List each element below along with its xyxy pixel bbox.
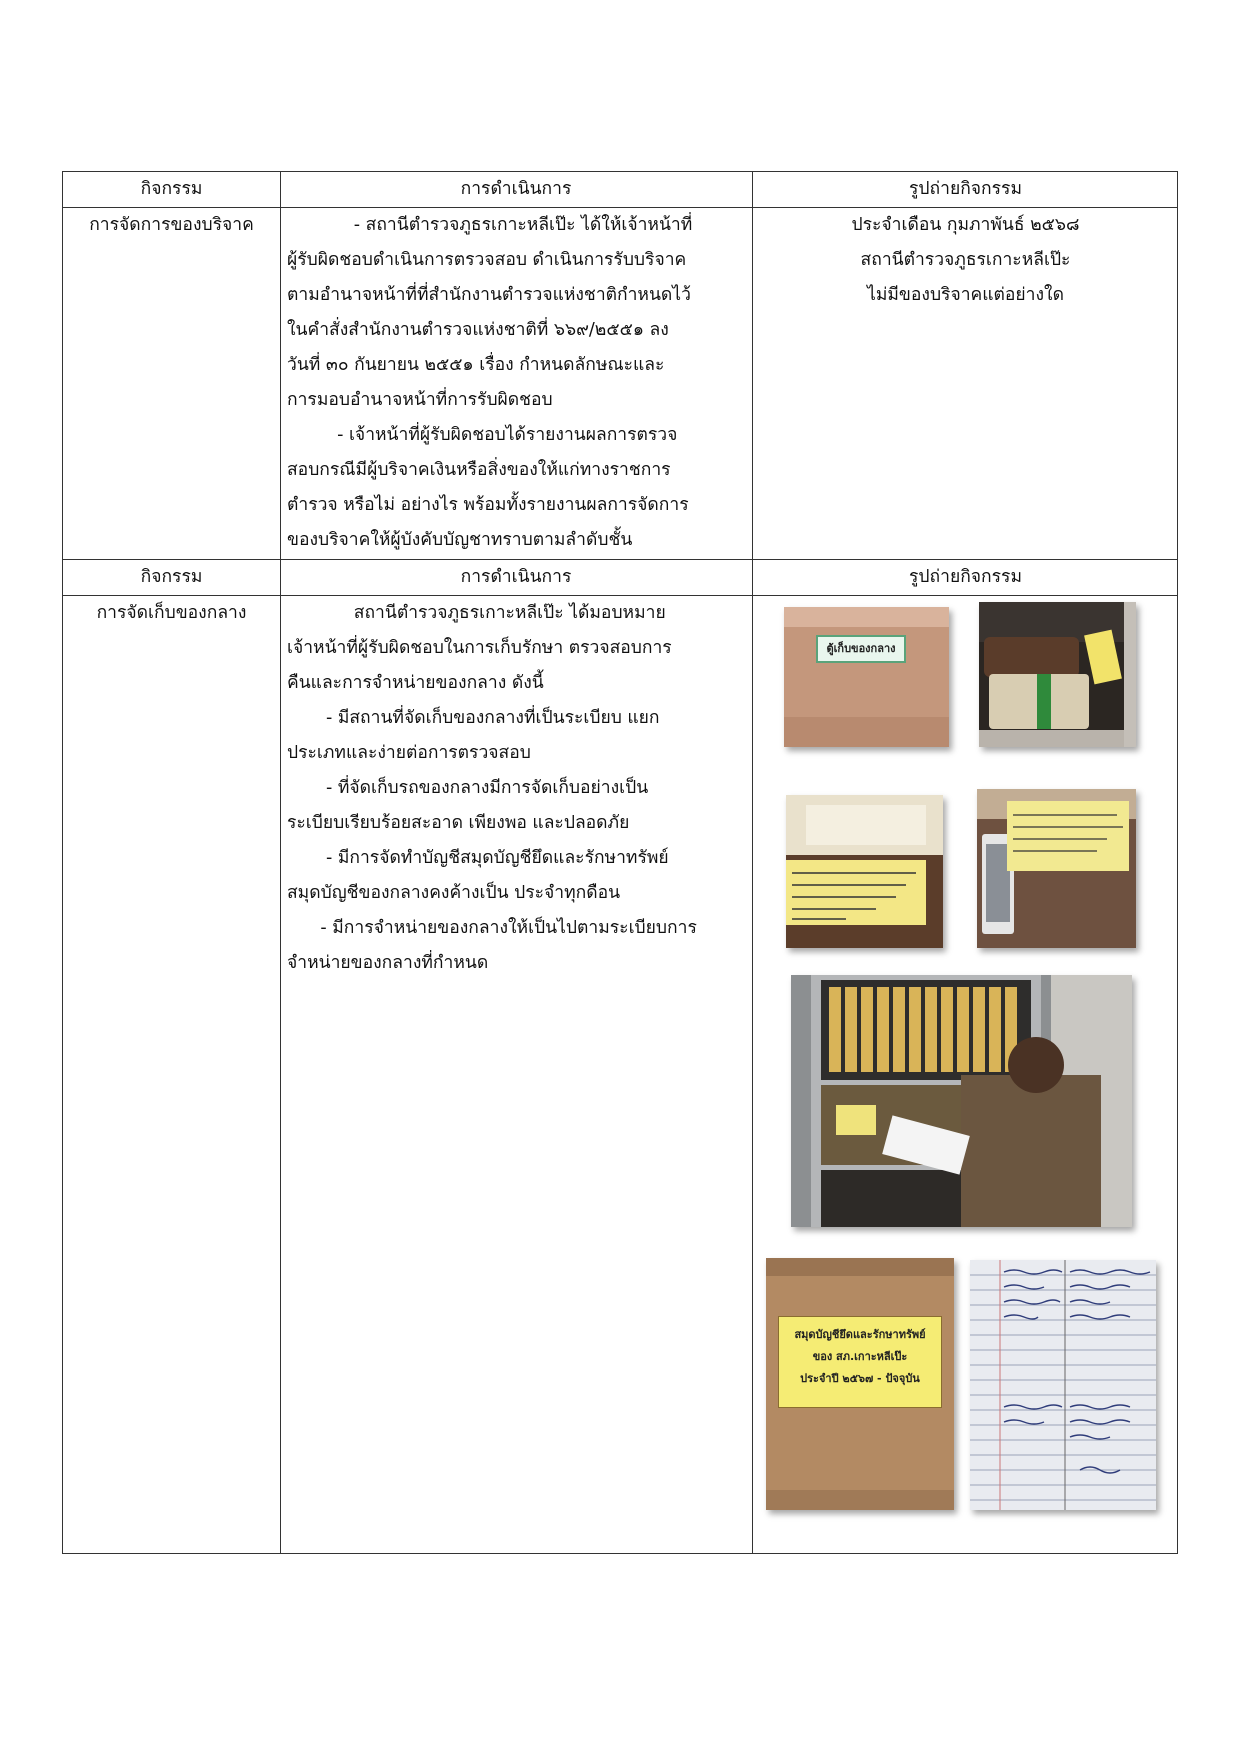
operation-text-donations bbox=[287, 208, 749, 558]
evidence-phone-photo bbox=[977, 789, 1136, 948]
operation-line: - เจ้าหน้าที่ผู้รับผิดชอบได้รายงานผลการตรวจ bbox=[287, 425, 678, 445]
operation-line: ตามอำนาจหน้าที่ที่สำนักงานตำรวจแห่งชาติกำหนดไว้ bbox=[287, 285, 691, 305]
ledger-label-line: สมุดบัญชียึดและรักษาทรัพย์ bbox=[794, 1328, 926, 1341]
header-operation: การดำเนินการ bbox=[460, 179, 572, 199]
ledger-label-line: ของ สภ.เกาะหลีเป๊ะ bbox=[812, 1350, 908, 1363]
operation-line: การมอบอำนาจหน้าที่การรับผิดชอบ bbox=[287, 390, 553, 410]
activity-evidence-storage: การจัดเก็บของกลาง bbox=[96, 603, 247, 623]
evidence-ledger-cover-photo bbox=[766, 1258, 954, 1510]
operation-line: สอบกรณีมีผู้บริจาคเงินหรือสิ่งของให้แก่ทางราชการ bbox=[287, 460, 671, 480]
header-photos-2: รูปถ่ายกิจกรรม bbox=[909, 567, 1022, 587]
header-photos: รูปถ่ายกิจกรรม bbox=[909, 179, 1022, 199]
header-activity-2: กิจกรรม bbox=[140, 567, 203, 587]
header-activity: กิจกรรม bbox=[140, 179, 203, 199]
photo-text-donations bbox=[752, 208, 1179, 313]
activity-donations: การจัดการของบริจาค bbox=[89, 215, 254, 235]
evidence-bags-photo bbox=[979, 602, 1136, 747]
column-divider bbox=[752, 172, 753, 1553]
evidence-tagged-bag-photo bbox=[786, 795, 943, 948]
operation-line: - มีการจำหน่ายของกลางให้เป็นไปตามระเบียบการ bbox=[287, 918, 697, 938]
operation-line: จำหน่ายของกลางที่กำหนด bbox=[287, 953, 489, 973]
column-divider bbox=[280, 172, 281, 1553]
operation-line: - มีสถานที่จัดเก็บของกลางที่เป็นระเบียบ แยก bbox=[287, 708, 660, 728]
header-operation-2: การดำเนินการ bbox=[460, 567, 572, 587]
evidence-cabinet-sign-photo bbox=[784, 607, 949, 747]
operation-line: ในคำสั่งสำนักงานตำรวจแห่งชาติที่ ๖๖๙/๒๕๕๑ ลง bbox=[287, 320, 669, 340]
operation-line: - มีการจัดทำบัญชีสมุดบัญชียึดและรักษาทรัพย์ bbox=[287, 848, 669, 868]
operation-line: เจ้าหน้าที่ผู้รับผิดชอบในการเก็บรักษา ตรวจสอบการ bbox=[287, 638, 672, 658]
photo-note-line: สถานีตำรวจภูธรเกาะหลีเป๊ะ bbox=[860, 250, 1071, 270]
cabinet-sign-label: ตู้เก็บของกลาง bbox=[816, 635, 906, 663]
operation-line: ผู้รับผิดชอบดำเนินการตรวจสอบ ดำเนินการรับบริจาค bbox=[287, 250, 687, 270]
operation-line: สถานีตำรวจภูธรเกาะหลีเป๊ะ ได้มอบหมาย bbox=[287, 603, 666, 623]
operation-line: คืนและการจำหน่ายของกลาง ดังนี้ bbox=[287, 673, 544, 693]
operation-text-evidence bbox=[287, 596, 749, 981]
photo-note-line: ประจำเดือน กุมภาพันธ์ ๒๕๖๘ bbox=[851, 215, 1080, 235]
operation-line: ตำรวจ หรือไม่ อย่างไร พร้อมทั้งรายงานผลการจัดการ bbox=[287, 495, 689, 515]
photo-note-line: ไม่มีของบริจาคแต่อย่างใด bbox=[867, 285, 1064, 305]
officer-filing-cabinet-photo bbox=[791, 975, 1132, 1227]
operation-line: - สถานีตำรวจภูธรเกาะหลีเป๊ะ ได้ให้เจ้าหน้าที่ bbox=[287, 215, 693, 235]
operation-line: ระเบียบเรียบร้อยสะอาด เพียงพอ และปลอดภัย bbox=[287, 813, 630, 833]
operation-line: ของบริจาคให้ผู้บังคับบัญชาทราบตามลำดับชั้น bbox=[287, 530, 633, 550]
ledger-cover-label bbox=[778, 1316, 942, 1408]
operation-line: ประเภทและง่ายต่อการตรวจสอบ bbox=[287, 743, 531, 763]
operation-line: วันที่ ๓๐ กันยายน ๒๕๕๑ เรื่อง กำหนดลักษณะและ bbox=[287, 355, 665, 375]
operation-line: - ที่จัดเก็บรถของกลางมีการจัดเก็บอย่างเป็น bbox=[287, 778, 649, 798]
operation-line: สมุดบัญชีของกลางคงค้างเป็น ประจำทุกดือน bbox=[287, 883, 621, 903]
handwritten-ledger-photo bbox=[970, 1260, 1156, 1510]
ledger-label-line: ประจำปี ๒๕๖๗ - ปัจจุบัน bbox=[800, 1372, 920, 1385]
